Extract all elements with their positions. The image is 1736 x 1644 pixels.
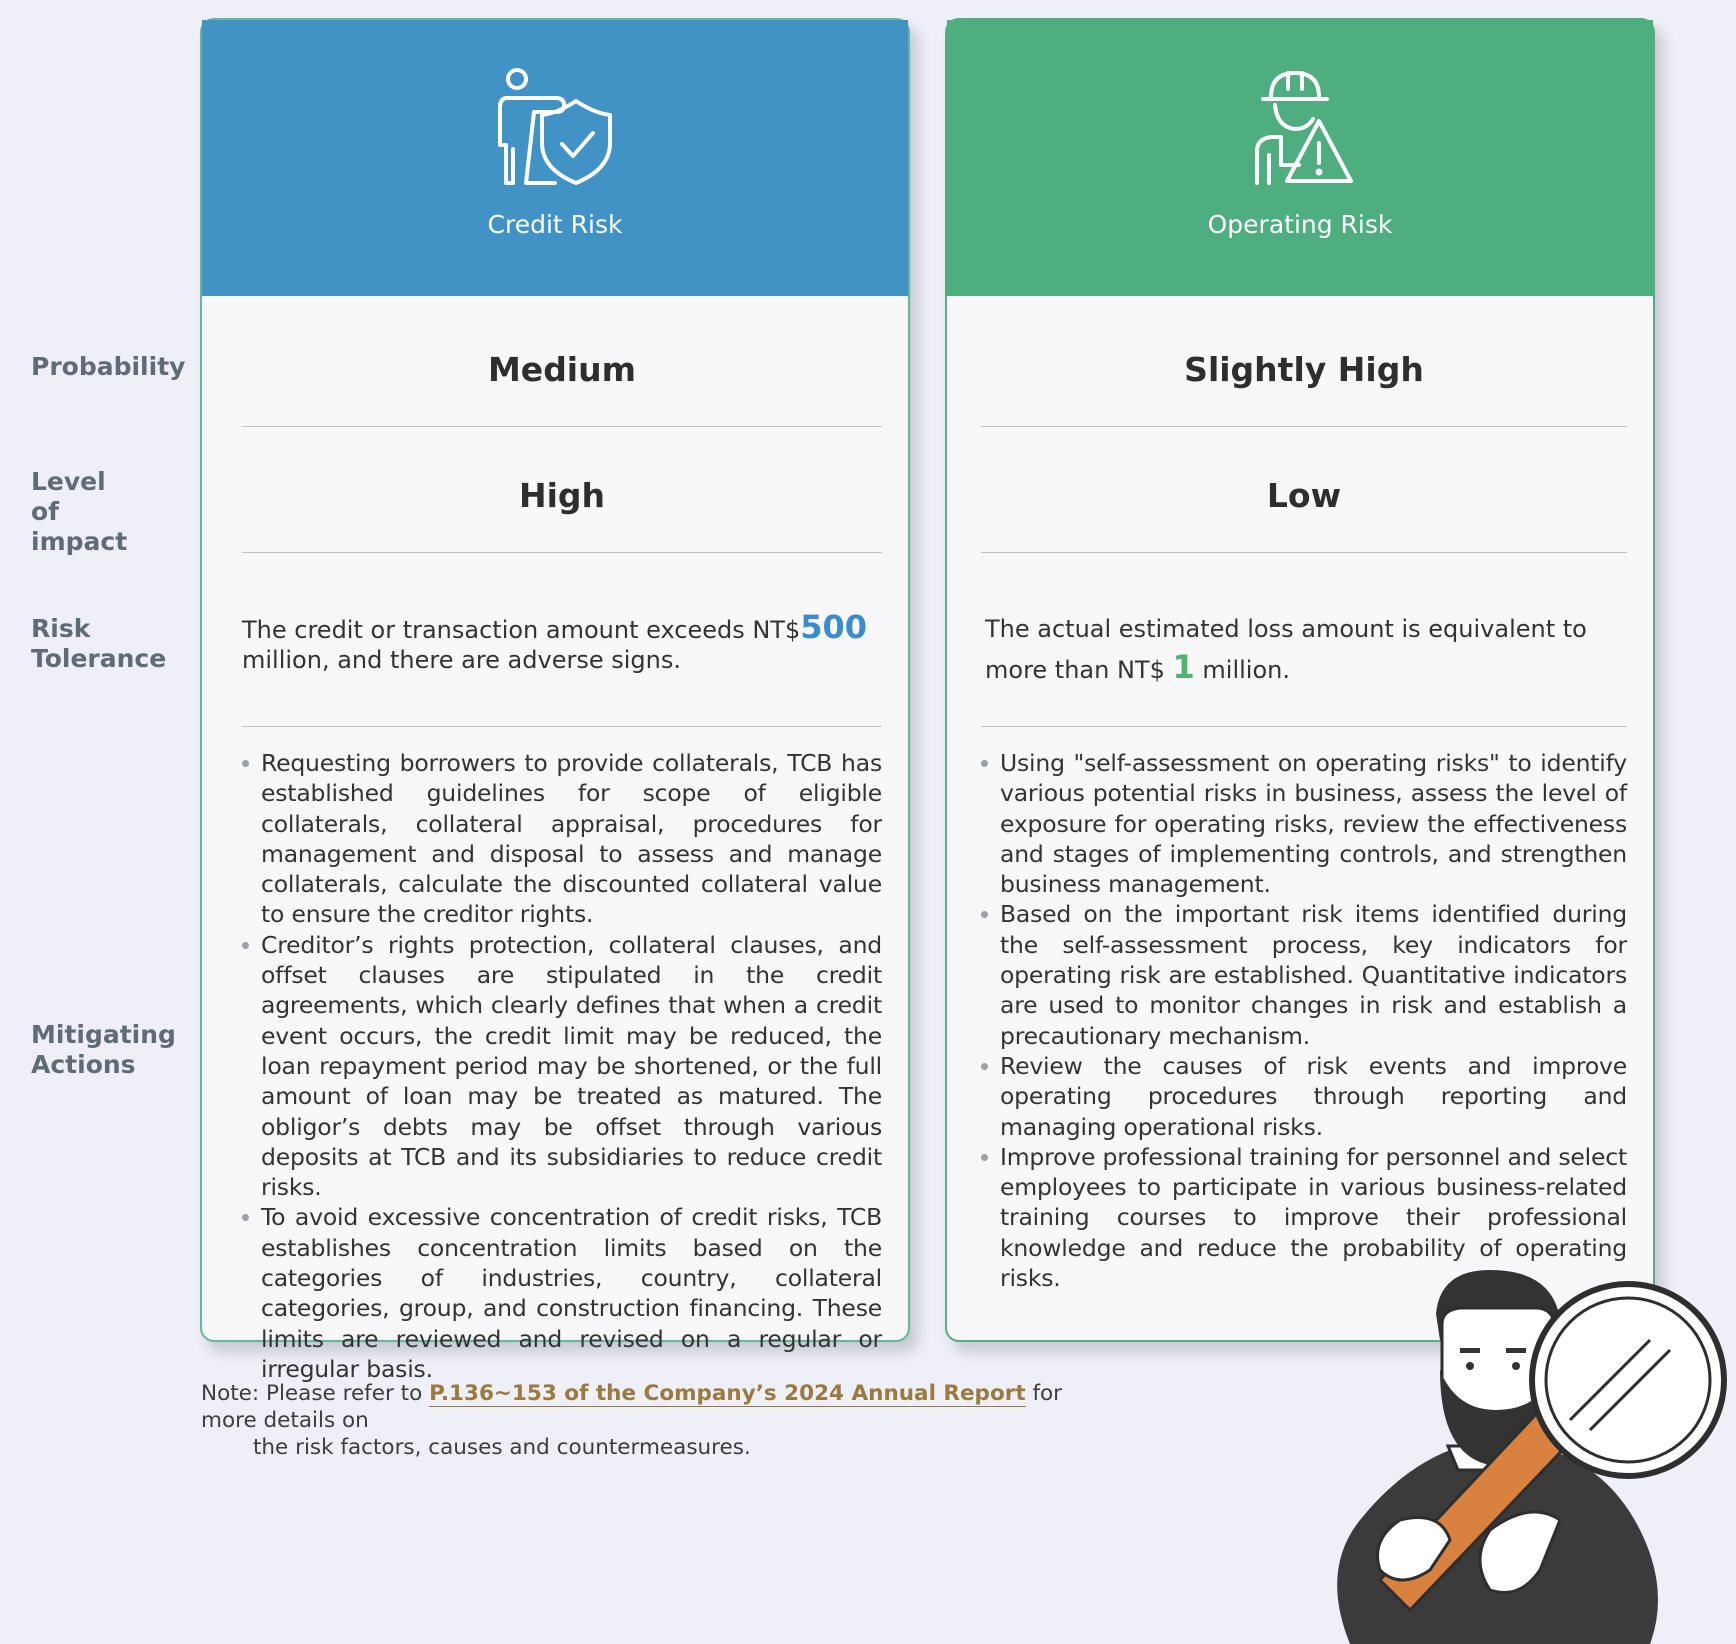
operating-impact-value: Low [1266,476,1342,515]
operating-mitigating-actions [981,748,1627,1293]
bearded-man-with-magnifying-glass-icon [1290,1270,1736,1644]
divider [981,726,1627,727]
footnote [201,1380,1101,1461]
credit-risk-header [202,20,908,296]
credit-tolerance-number: 500 [800,608,868,646]
operating-tolerance-number: 1 [1172,648,1195,686]
operating-risk-header [947,20,1653,296]
annual-report-link[interactable]: P.136~153 of the Company’s 2024 Annual Report [429,1381,1026,1406]
credit-risk-card [200,18,910,1383]
worker-warning-icon [1235,65,1365,195]
label-mitigating: Mitigating Actions [31,1020,176,1079]
list-item: To avoid excessive concentration of credit risks, TCB establishes concentration limits based on the categories of industries, country, collateral categories, group, and construction financing. These limits are reviewed and revised on a regular or irregular basis. [242,1202,882,1384]
list-item: Review the causes of risk events and improve operating procedures through reporting and managing operational risks. [981,1051,1627,1142]
credit-tolerance-suffix: million, and there are adverse signs. [242,646,681,674]
credit-tolerance-text [242,608,882,675]
note-prefix: Note: Please refer to [201,1381,430,1406]
credit-probability-value: Medium [487,350,637,389]
divider [242,426,882,427]
list-item: Based on the important risk items identified during the self-assessment process, key indicators for operating risk are established. Quantitative indicators are used to monitor changes in risk and establish a precautionary mechanism. [981,899,1627,1050]
label-probability: Probability [31,352,186,381]
credit-tolerance-prefix: The credit or transaction amount exceeds NT$ [242,616,801,644]
operating-tolerance-suffix: million. [1202,656,1290,684]
divider [242,552,882,553]
note-line2: the risk factors, causes and countermeasures. [253,1435,751,1460]
credit-mitigating-actions [242,748,882,1384]
divider [242,726,882,727]
divider [981,426,1627,427]
credit-impact-value: High [518,476,606,515]
note-suffix: for more details on [201,1381,1063,1433]
person-shield-check-icon [490,65,620,195]
operating-risk-title: Operating Risk [1207,210,1393,239]
operating-tolerance-text [985,610,1627,689]
operating-probability-value: Slightly High [1184,350,1424,389]
credit-risk-title: Credit Risk [487,210,623,239]
list-item: Using "self-assessment on operating risks" to identify various potential risks in business, assess the level of exposure for operating risks, review the effectiveness and stages of implementing controls, and strengthen business management. [981,748,1627,899]
operating-risk-card [945,18,1655,1342]
list-item: Creditor’s rights protection, collateral clauses, and offset clauses are stipulated in the credit agreements, which clearly defines that when a credit event occurs, the credit limit may be reduced, the loan repayment period may be shortened, or the full amount of loan may be treated as matured. The obligor’s debts may be offset through various deposits at TCB and its subsidiaries to reduce credit risks. [242,930,882,1203]
label-tolerance: Risk Tolerance [31,614,167,673]
list-item: Improve professional training for personnel and select employees to participate in various business-related training courses to improve their professional knowledge and reduce the probability of operating risks. [981,1142,1627,1293]
list-item: Requesting borrowers to provide collaterals, TCB has established guidelines for scope of eligible collaterals, collateral appraisal, procedures for management and disposal to assess and manage collaterals, calculate the discounted collateral value to ensure the creditor rights. [242,748,882,930]
divider [981,552,1627,553]
operating-tolerance-prefix: The actual estimated loss amount is equivalent to more than NT$ [985,615,1587,684]
label-impact: Level of impact [31,467,128,556]
